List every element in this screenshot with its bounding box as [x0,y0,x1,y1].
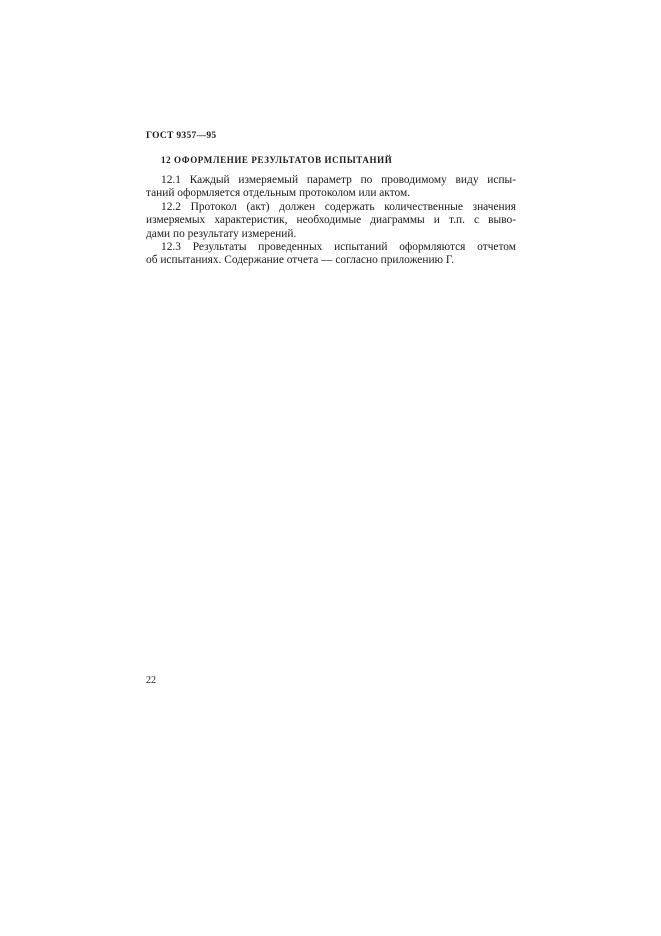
document-code-header: ГОСТ 9357—95 [146,131,217,141]
paragraph-12-2-line-3: дами по результату измерений. [146,227,297,240]
page-number: 22 [146,675,156,686]
paragraph-12-2-line-2: измеряемых характеристик, необходимые диаграммы и т.п. с выво- [146,214,516,227]
section-body [146,174,516,268]
paragraph-12-1-line-1: 12.1 Каждый измеряемый параметр по проводимому виду испы- [161,174,516,186]
paragraph-12-1-line-2: таний оформляется отдельным протоколом или актом. [146,187,411,200]
paragraph-12-3-line-2: об испытаниях. Содержание отчета — согласно приложению Г. [146,254,455,267]
section-title: 12 ОФОРМЛЕНИЕ РЕЗУЛЬТАТОВ ИСПЫТАНИЙ [161,155,393,165]
paragraph-12-3-line-1: 12.3 Результаты проведенных испытаний оформляются отчетом [161,241,516,254]
paragraph-12-2-line-1: 12.2 Протокол (акт) должен содержать количественные значения [161,200,516,213]
